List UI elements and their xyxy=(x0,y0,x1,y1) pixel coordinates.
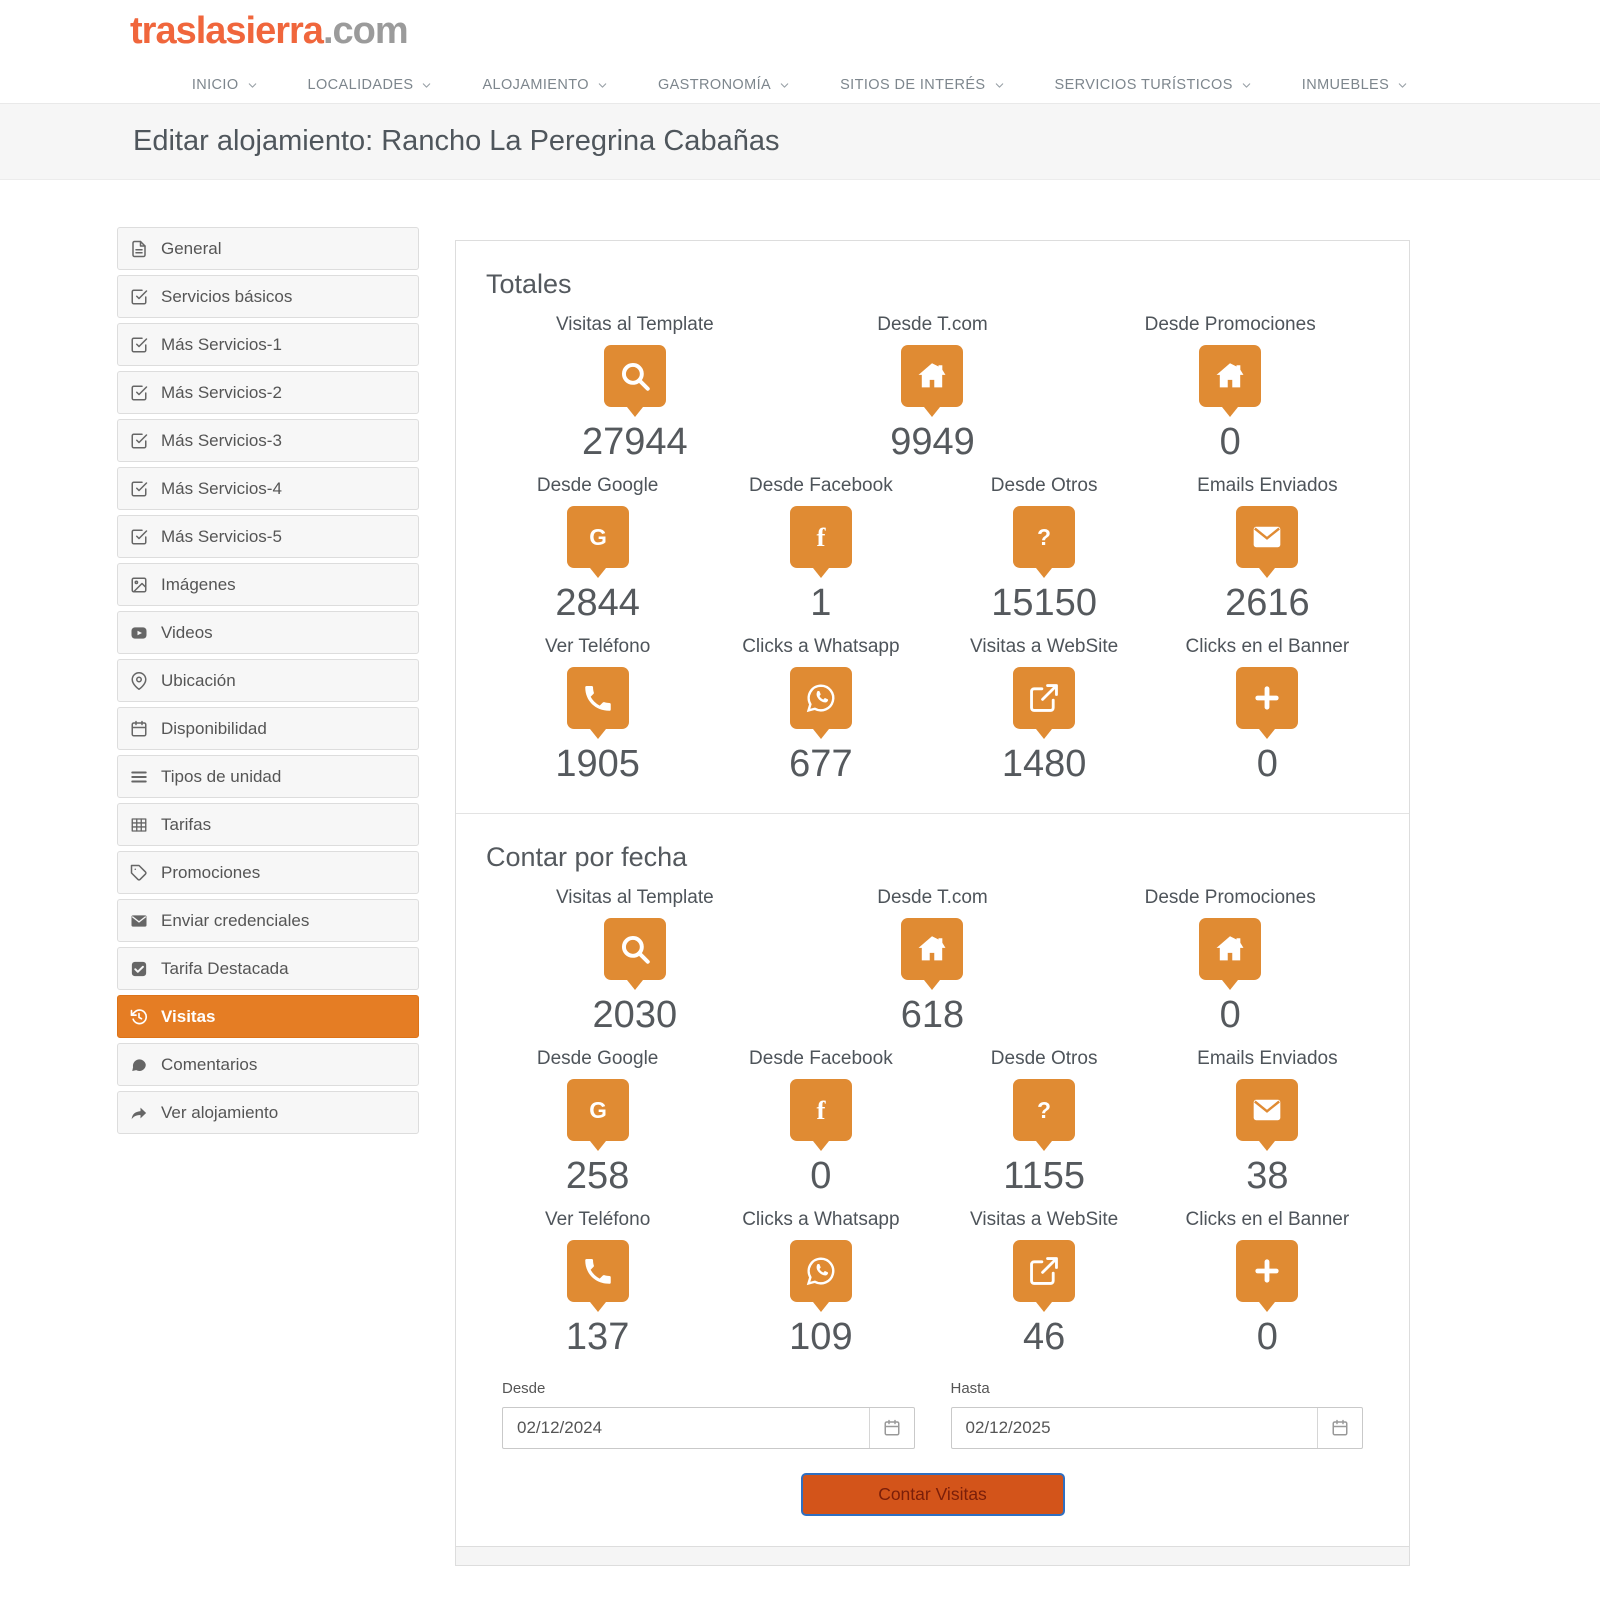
svg-text:f: f xyxy=(816,522,826,553)
section-heading-totales: Totales xyxy=(486,269,572,299)
map-marker-icon xyxy=(130,672,148,690)
tile-pointer xyxy=(590,568,606,578)
nav-item-label: LOCALIDADES xyxy=(307,77,414,93)
chevron-down-icon xyxy=(1397,80,1408,91)
card-footer xyxy=(456,1546,1409,1565)
stat-label: Visitas al Template xyxy=(555,314,714,335)
sidebar-item-mas-servicios-1[interactable] xyxy=(117,323,419,366)
nav-item-label: INICIO xyxy=(191,77,239,93)
sidebar-item-label: Más Servicios-2 xyxy=(161,382,282,402)
sidebar-item-label: Más Servicios-4 xyxy=(161,478,282,498)
nav-item-inicio[interactable] xyxy=(192,77,258,93)
sidebar-item-tarifas[interactable] xyxy=(117,803,419,846)
stat-visitas-al-template xyxy=(486,314,784,461)
stat-value: 0 xyxy=(1219,994,1241,1036)
stat-row xyxy=(486,314,1379,461)
sidebar xyxy=(117,227,419,1139)
svg-text:?: ? xyxy=(1037,1096,1052,1123)
date-to-input[interactable] xyxy=(952,1408,1318,1448)
stat-label: Desde Google xyxy=(536,1048,659,1069)
content xyxy=(0,180,1600,1566)
stat-value: 618 xyxy=(900,994,965,1036)
main-nav xyxy=(0,77,1600,93)
button-row xyxy=(486,1473,1379,1516)
stat-clicks-en-el-banner xyxy=(1156,1209,1379,1356)
tile-pointer xyxy=(590,1141,606,1151)
chevron-down-icon xyxy=(421,80,432,91)
whatsapp-icon xyxy=(790,1240,852,1302)
stat-label: Desde Otros xyxy=(990,475,1098,496)
stat-value: 46 xyxy=(1022,1316,1066,1358)
sidebar-item-label: Imágenes xyxy=(161,574,236,594)
google-icon xyxy=(567,1079,629,1141)
sidebar-item-label: Más Servicios-3 xyxy=(161,430,282,450)
sidebar-item-tipos-de-unidad[interactable] xyxy=(117,755,419,798)
tile-pointer xyxy=(1259,1141,1275,1151)
stat-value: 1155 xyxy=(1003,1155,1085,1197)
stat-value: 2844 xyxy=(555,582,640,624)
check-square-icon xyxy=(130,288,148,306)
nav-item-sitios-de-interes[interactable] xyxy=(840,77,1004,93)
chevron-down-icon xyxy=(779,80,790,91)
sidebar-item-label: Videos xyxy=(161,622,213,642)
facebook-icon xyxy=(790,1079,852,1141)
chevron-down-icon xyxy=(1241,80,1252,91)
date-from-group xyxy=(502,1380,915,1449)
tile-pointer xyxy=(1036,568,1052,578)
sidebar-item-promociones[interactable] xyxy=(117,851,419,894)
stat-label: Visitas a WebSite xyxy=(970,1209,1119,1230)
stat-ver-telefono xyxy=(486,1209,709,1356)
page-title-band xyxy=(0,103,1600,180)
svg-text:G: G xyxy=(588,523,607,550)
date-from-input-group xyxy=(502,1407,915,1449)
stat-desde-promociones xyxy=(1081,314,1379,461)
tile-pointer xyxy=(627,980,643,990)
date-filter xyxy=(486,1380,1379,1449)
site-header xyxy=(0,0,1600,103)
comment-icon xyxy=(130,1056,148,1074)
check-square-icon xyxy=(130,336,148,354)
stat-clicks-en-el-banner xyxy=(1156,636,1379,783)
tile-pointer xyxy=(1036,1302,1052,1312)
tile-pointer xyxy=(924,980,940,990)
stat-desde-google xyxy=(486,1048,709,1195)
stat-desde-otros xyxy=(933,1048,1156,1195)
check-square-icon xyxy=(130,384,148,402)
video-icon xyxy=(130,624,148,642)
stat-value: 2616 xyxy=(1225,582,1310,624)
stat-label: Desde T.com xyxy=(877,887,988,908)
home-icon xyxy=(1199,345,1261,407)
home-icon xyxy=(1199,918,1261,980)
stat-label: Visitas a WebSite xyxy=(970,636,1119,657)
tile-pointer xyxy=(1259,568,1275,578)
sidebar-item-ubicacion[interactable] xyxy=(117,659,419,702)
stat-label: Ver Teléfono xyxy=(544,636,651,657)
logo-tld: .com xyxy=(322,10,408,52)
stat-label: Visitas al Template xyxy=(555,887,714,908)
calendar-icon xyxy=(130,720,148,738)
google-icon xyxy=(567,506,629,568)
question-icon xyxy=(1013,1079,1075,1141)
stat-value: 1480 xyxy=(1001,743,1087,785)
tile-pointer xyxy=(924,407,940,417)
sidebar-item-servicios-basicos[interactable] xyxy=(117,275,419,318)
sidebar-item-label: Tarifas xyxy=(161,814,212,834)
stat-value: 38 xyxy=(1246,1155,1289,1197)
whatsapp-icon xyxy=(790,667,852,729)
stat-label: Clicks a Whatsapp xyxy=(742,636,900,657)
sidebar-item-general[interactable] xyxy=(117,227,419,270)
sidebar-item-label: Ver alojamiento xyxy=(161,1102,279,1122)
stat-value: 258 xyxy=(565,1155,630,1197)
sidebar-item-label: General xyxy=(161,238,222,258)
nav-item-label: SITIOS DE INTERÉS xyxy=(840,77,986,93)
envelope-tile-icon xyxy=(1236,506,1298,568)
stat-desde-otros xyxy=(933,475,1156,622)
stat-value: 677 xyxy=(789,743,853,785)
tile-pointer xyxy=(813,1141,829,1151)
stat-value: 2030 xyxy=(592,994,678,1036)
nav-item-localidades[interactable] xyxy=(308,77,433,93)
stat-value: 0 xyxy=(1256,743,1278,785)
stat-label: Desde Facebook xyxy=(749,475,893,496)
stat-desde-google xyxy=(486,475,709,622)
svg-text:?: ? xyxy=(1037,523,1052,550)
chevron-down-icon xyxy=(247,80,258,91)
sidebar-item-visitas[interactable] xyxy=(117,995,419,1038)
facebook-icon xyxy=(790,506,852,568)
stat-label: Emails Enviados xyxy=(1197,475,1338,496)
stat-value: 0 xyxy=(1219,421,1241,463)
stat-row xyxy=(486,887,1379,1034)
phone-icon xyxy=(567,1240,629,1302)
tile-pointer xyxy=(590,1302,606,1312)
tile-pointer xyxy=(1259,729,1275,739)
chevron-down-icon xyxy=(994,80,1005,91)
plus-icon xyxy=(1236,1240,1298,1302)
nav-item-label: ALOJAMIENTO xyxy=(482,77,589,93)
tile-pointer xyxy=(590,729,606,739)
contar-visitas-button[interactable]: Contar Visitas xyxy=(801,1473,1065,1516)
sidebar-item-imagenes[interactable] xyxy=(117,563,419,606)
stat-desde-facebook xyxy=(709,475,932,622)
date-to-label: Hasta xyxy=(950,1380,990,1397)
stats-card xyxy=(455,240,1410,1566)
site-logo[interactable] xyxy=(130,10,408,53)
stat-label: Clicks en el Banner xyxy=(1185,636,1350,657)
nav-item-gastronomia[interactable] xyxy=(658,77,790,93)
stat-value: 27944 xyxy=(581,421,688,463)
page-title: Editar alojamiento: Rancho La Peregrina Cabañas xyxy=(133,125,780,157)
chevron-down-icon xyxy=(597,80,608,91)
check-square-icon xyxy=(130,432,148,450)
question-icon xyxy=(1013,506,1075,568)
stat-value: 1 xyxy=(810,582,832,624)
plus-icon xyxy=(1236,667,1298,729)
stat-label: Desde Google xyxy=(536,475,659,496)
search-icon xyxy=(604,918,666,980)
stat-label: Desde Otros xyxy=(990,1048,1098,1069)
home-icon xyxy=(901,918,963,980)
stat-desde-facebook xyxy=(709,1048,932,1195)
file-text-icon xyxy=(130,240,148,258)
sidebar-item-mas-servicios-3[interactable] xyxy=(117,419,419,462)
date-to-input-group xyxy=(951,1407,1364,1449)
stat-value: 9949 xyxy=(890,421,975,463)
nav-item-inmuebles[interactable] xyxy=(1302,77,1408,93)
check-square-icon xyxy=(130,528,148,546)
sidebar-item-label: Tipos de unidad xyxy=(161,766,282,786)
sidebar-item-label: Enviar credenciales xyxy=(161,910,310,930)
stat-value: 109 xyxy=(789,1316,853,1358)
nav-item-servicios-turisticos[interactable] xyxy=(1055,77,1252,93)
sidebar-item-label: Promociones xyxy=(161,862,261,882)
sidebar-item-mas-servicios-5[interactable] xyxy=(117,515,419,558)
tile-pointer xyxy=(627,407,643,417)
stat-row xyxy=(486,475,1379,622)
sidebar-item-label: Más Servicios-5 xyxy=(161,526,282,546)
stat-label: Ver Teléfono xyxy=(544,1209,651,1230)
stat-desde-t-com xyxy=(784,314,1082,461)
tile-pointer xyxy=(813,1302,829,1312)
tags-icon xyxy=(130,864,148,882)
tile-pointer xyxy=(1036,1141,1052,1151)
section-totales xyxy=(456,241,1409,813)
stat-label: Emails Enviados xyxy=(1197,1048,1338,1069)
stat-label: Clicks a Whatsapp xyxy=(742,1209,900,1230)
stat-label: Clicks en el Banner xyxy=(1185,1209,1350,1230)
sidebar-item-label: Visitas xyxy=(161,1006,216,1026)
sidebar-item-label: Comentarios xyxy=(161,1054,258,1074)
stat-label: Desde Promociones xyxy=(1144,887,1316,908)
date-to-group xyxy=(951,1380,1364,1449)
stat-desde-t-com xyxy=(784,887,1082,1034)
tile-pointer xyxy=(1222,407,1238,417)
external-link-icon xyxy=(1013,667,1075,729)
home-icon xyxy=(901,345,963,407)
check-square-solid-icon xyxy=(130,960,148,978)
nav-item-label: INMUEBLES xyxy=(1301,77,1390,93)
date-from-label: Desde xyxy=(502,1380,546,1397)
stat-emails-enviados xyxy=(1156,1048,1379,1195)
check-square-icon xyxy=(130,480,148,498)
tile-pointer xyxy=(1222,980,1238,990)
external-link-icon xyxy=(1013,1240,1075,1302)
tile-pointer xyxy=(813,729,829,739)
stat-visitas-a-website xyxy=(933,636,1156,783)
image-icon xyxy=(130,576,148,594)
stat-row xyxy=(486,636,1379,783)
sidebar-item-enviar-credenciales[interactable] xyxy=(117,899,419,942)
svg-text:f: f xyxy=(816,1095,826,1126)
nav-item-label: SERVICIOS TURÍSTICOS xyxy=(1054,77,1233,93)
sidebar-item-label: Ubicación xyxy=(161,670,236,690)
stat-desde-promociones xyxy=(1081,887,1379,1034)
stat-ver-telefono xyxy=(486,636,709,783)
stat-value: 137 xyxy=(565,1316,630,1358)
calendar-icon[interactable] xyxy=(869,1408,914,1448)
envelope-solid-icon xyxy=(130,912,148,930)
svg-text:G: G xyxy=(588,1096,607,1123)
logo-name: traslasierra xyxy=(130,10,323,52)
sidebar-item-label: Disponibilidad xyxy=(161,718,267,738)
stat-value: 1905 xyxy=(555,743,640,785)
history-icon xyxy=(130,1008,148,1026)
section-heading-contar-por-fecha: Contar por fecha xyxy=(486,842,688,872)
sidebar-item-mas-servicios-4[interactable] xyxy=(117,467,419,510)
sidebar-item-videos[interactable] xyxy=(117,611,419,654)
search-icon xyxy=(604,345,666,407)
stat-value: 15150 xyxy=(991,582,1097,624)
share-icon xyxy=(130,1104,148,1122)
sidebar-item-comentarios[interactable] xyxy=(117,1043,419,1086)
nav-item-label: GASTRONOMÍA xyxy=(657,77,772,93)
stat-clicks-a-whatsapp xyxy=(709,1209,932,1356)
envelope-tile-icon xyxy=(1236,1079,1298,1141)
calendar-icon[interactable] xyxy=(1317,1408,1362,1448)
sidebar-item-label: Más Servicios-1 xyxy=(161,334,282,354)
sidebar-item-disponibilidad[interactable] xyxy=(117,707,419,750)
sidebar-item-tarifa-destacada[interactable] xyxy=(117,947,419,990)
tile-pointer xyxy=(1036,729,1052,739)
sidebar-item-mas-servicios-2[interactable] xyxy=(117,371,419,414)
bars-icon xyxy=(130,768,148,786)
phone-icon xyxy=(567,667,629,729)
section-contar-por-fecha xyxy=(456,813,1409,1546)
stat-value: 0 xyxy=(810,1155,832,1197)
sidebar-item-label: Servicios básicos xyxy=(161,286,293,306)
table-icon xyxy=(130,816,148,834)
stat-label: Desde T.com xyxy=(877,314,988,335)
stat-visitas-a-website xyxy=(933,1209,1156,1356)
stat-visitas-al-template xyxy=(486,887,784,1034)
stat-row xyxy=(486,1048,1379,1195)
stat-row xyxy=(486,1209,1379,1356)
stat-emails-enviados xyxy=(1156,475,1379,622)
tile-pointer xyxy=(1259,1302,1275,1312)
tile-pointer xyxy=(813,568,829,578)
stat-value: 0 xyxy=(1256,1316,1278,1358)
stat-label: Desde Promociones xyxy=(1144,314,1316,335)
stat-clicks-a-whatsapp xyxy=(709,636,932,783)
sidebar-item-ver-alojamiento[interactable] xyxy=(117,1091,419,1134)
stat-label: Desde Facebook xyxy=(749,1048,893,1069)
nav-item-alojamiento[interactable] xyxy=(482,77,607,93)
date-from-input[interactable] xyxy=(503,1408,869,1448)
sidebar-item-label: Tarifa Destacada xyxy=(161,958,289,978)
